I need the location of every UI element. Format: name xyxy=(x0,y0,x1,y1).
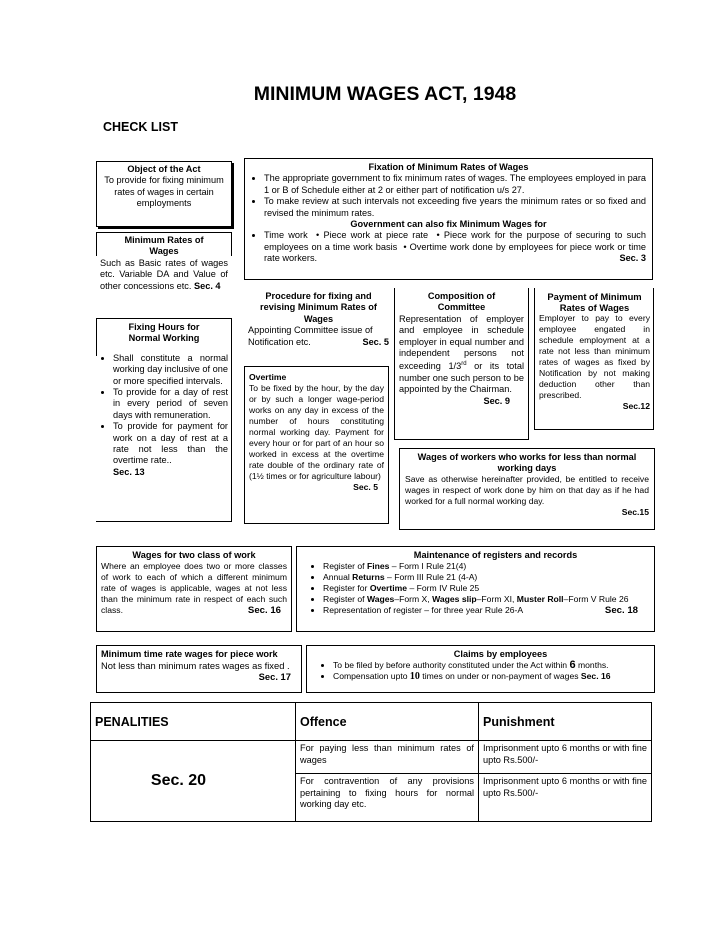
two-class-box xyxy=(96,546,292,632)
offence-header: Offence xyxy=(296,703,479,741)
two-class-heading: Wages for two class of work xyxy=(132,550,256,560)
less-than-normal-heading: Wages of workers who works for less than normal working days xyxy=(417,452,637,473)
payment-box xyxy=(534,288,654,430)
object-body: To provide for fixing minimum rates of wages in certain employments xyxy=(104,175,224,209)
register-returns: • Annual Returns – Form III Rule 21 (4-A) xyxy=(323,572,648,583)
piece-securing: Piece work for the purpose of securing to such employees on a time work basis xyxy=(264,230,647,252)
registers-section: Sec. 18 xyxy=(604,605,638,616)
less-than-normal-body: Save as otherwise hereinafter provided, be entitled to receive wages in respect of work done by him on that day as if he had worked for a full normal working day. xyxy=(405,474,649,506)
overtime-work: Overtime work done by employees for piece work or time rate workers. xyxy=(264,241,646,264)
two-class-section: Sec. 16 xyxy=(247,605,281,616)
punishment-header: Punishment xyxy=(479,703,652,741)
fixation-heading: Fixation of Minimum Rates of Wages xyxy=(368,162,529,172)
minimum-rates-body: Such as Basic rates of wages etc. Variable DA and Value of other concessions etc. Sec. 4 xyxy=(100,257,228,291)
penalties-table xyxy=(90,702,652,822)
piece-work-heading: Minimum time rate wages for piece work xyxy=(101,649,278,659)
fixing-hours-bullet-3: • To provide for payment for work on a day of rest at a rate not less than the overtime rate.. xyxy=(113,421,228,467)
composition-body: Representation of employer and employee in schedule employer in equal number and independent persons not exceeding 1/3rd or its total number one such person to be appointed by the Chairman. xyxy=(399,313,524,395)
claim-filing: • To be filed by before authority constituted under the Act within 6 months. xyxy=(333,660,648,671)
less-than-normal-section: Sec.15 xyxy=(621,507,649,517)
fixation-bullet-2: • To make review at such intervals not exceeding five years the minimum rates or so fixed and revised the minimum rates. xyxy=(264,196,646,219)
procedure-heading: Procedure for fixing and revising Minimum Rates of Wages xyxy=(260,291,377,324)
piece-rate: Piece work at piece rate xyxy=(323,230,429,241)
fixing-hours-bullet-1: • Shall constitute a normal working day inclusive of one or more specified intervals. xyxy=(113,353,228,387)
punishment-cell: Imprisonment upto 6 months or with fine upto Rs.500/- xyxy=(479,774,652,822)
payment-body: Employer to pay to every employee engated in schedule employment at a rate not less than minimum rates of wages as fixed by Notification by not making deduction other than prescribed. xyxy=(539,313,650,400)
offence-cell: For contravention of any provisions pertaining to fixing hours for normal working day etc. xyxy=(296,774,479,822)
object-box xyxy=(96,161,232,227)
piece-work-box xyxy=(96,645,302,693)
register-representation: • Representation of register – for three year Rule 26-A Sec. 18 xyxy=(323,605,648,616)
procedure-body: Appointing Committee issue of Notification etc. Sec. 5 xyxy=(248,325,389,347)
fixing-hours-bullet-2: • To provide for a day of rest in every period of seven days with remuneration. xyxy=(113,387,228,421)
composition-section: Sec. 9 xyxy=(483,395,510,406)
fixation-box xyxy=(244,158,653,280)
object-heading: Object of the Act xyxy=(127,164,201,174)
less-than-normal-box xyxy=(399,448,655,530)
registers-box xyxy=(296,546,655,632)
penalties-section: Sec. 20 xyxy=(91,741,296,822)
minimum-rates-box xyxy=(96,232,232,312)
fixation-subheading: Government can also fix Minimum Wages for xyxy=(350,219,547,230)
time-work: Time work xyxy=(264,230,308,241)
piece-work-section: Sec. 17 xyxy=(258,671,291,682)
fixing-hours-box xyxy=(96,318,232,522)
page-title: MINIMUM WAGES ACT, 1948 xyxy=(253,83,517,105)
claims-heading: Claims by employees xyxy=(453,649,548,659)
register-wages: • Register of Wages–Form X, Wages slip–Form XI, Muster Roll–Form V Rule 26 xyxy=(323,594,648,605)
register-fines: • Register of Fines – Form I Rule 21(4) xyxy=(323,561,648,572)
procedure-section: Sec. 5 xyxy=(362,336,389,347)
overtime-heading: Overtime xyxy=(249,372,287,382)
register-overtime: • Register for Overtime – Form IV Rule 25 xyxy=(323,583,648,594)
claim-compensation: • Compensation upto 10 times on under or non-payment of wages Sec. 16 xyxy=(333,671,648,682)
composition-box xyxy=(394,288,529,440)
claims-box xyxy=(306,645,655,693)
fixation-section: Sec. 3 xyxy=(619,253,646,264)
offence-cell: For paying less than minimum rates of wages xyxy=(296,741,479,774)
fixing-hours-heading: Fixing Hours for Normal Working xyxy=(128,322,200,344)
piece-work-body: Not less than minimum rates wages as fixed . Sec. 17 xyxy=(101,660,297,671)
minimum-rates-heading: Minimum Rates of Wages xyxy=(124,235,204,257)
table-row xyxy=(91,741,652,774)
penalties-header: PENALITIES xyxy=(91,703,296,741)
two-class-body: Where an employee does two or more classes of work to each of which a different minimum rate of wages is applicable, wages at not less than the minimum rate in respect of each such class. Sec. 16 xyxy=(101,561,287,616)
fixation-bullet-1: • The appropriate government to fix minimum rates of wages. The employees employed in para 1 or B of Schedule either at 2 or either part of notification u/s 27. xyxy=(264,173,646,196)
overtime-section: Sec. 5 xyxy=(353,482,378,492)
registers-heading: Maintenance of registers and records xyxy=(413,550,578,560)
minimum-rates-section: Sec. 4 xyxy=(193,280,221,291)
overtime-body: To be fixed by the hour, by the day or by such a longer wage-period works on any day in excess of the number of hours constituting normal working day. Payment for every hour or for part of an hour so worked in excess at the overtime rate double of the ordinary rate of (1½ times or for agriculture labour) Sec. 5 xyxy=(249,383,384,492)
procedure-box xyxy=(248,291,389,348)
punishment-cell: Imprisonment upto 6 months or with fine upto Rs.500/- xyxy=(479,741,652,774)
checklist-label: CHECK LIST xyxy=(103,120,178,134)
composition-heading: Composition of Committee xyxy=(427,291,496,313)
payment-heading: Payment of Minimum Rates of Wages xyxy=(547,291,642,313)
overtime-box xyxy=(244,366,389,524)
fixing-hours-section: Sec. 13 xyxy=(113,466,145,477)
fixation-bullet-3: • Time work • Piece work at piece rate • Piece work for the purpose of securing to such employees on a time work basis • Overtime work done by employees for piece work or time rate workers. Sec. 3 xyxy=(264,230,646,264)
payment-section: Sec.12 xyxy=(622,401,650,411)
